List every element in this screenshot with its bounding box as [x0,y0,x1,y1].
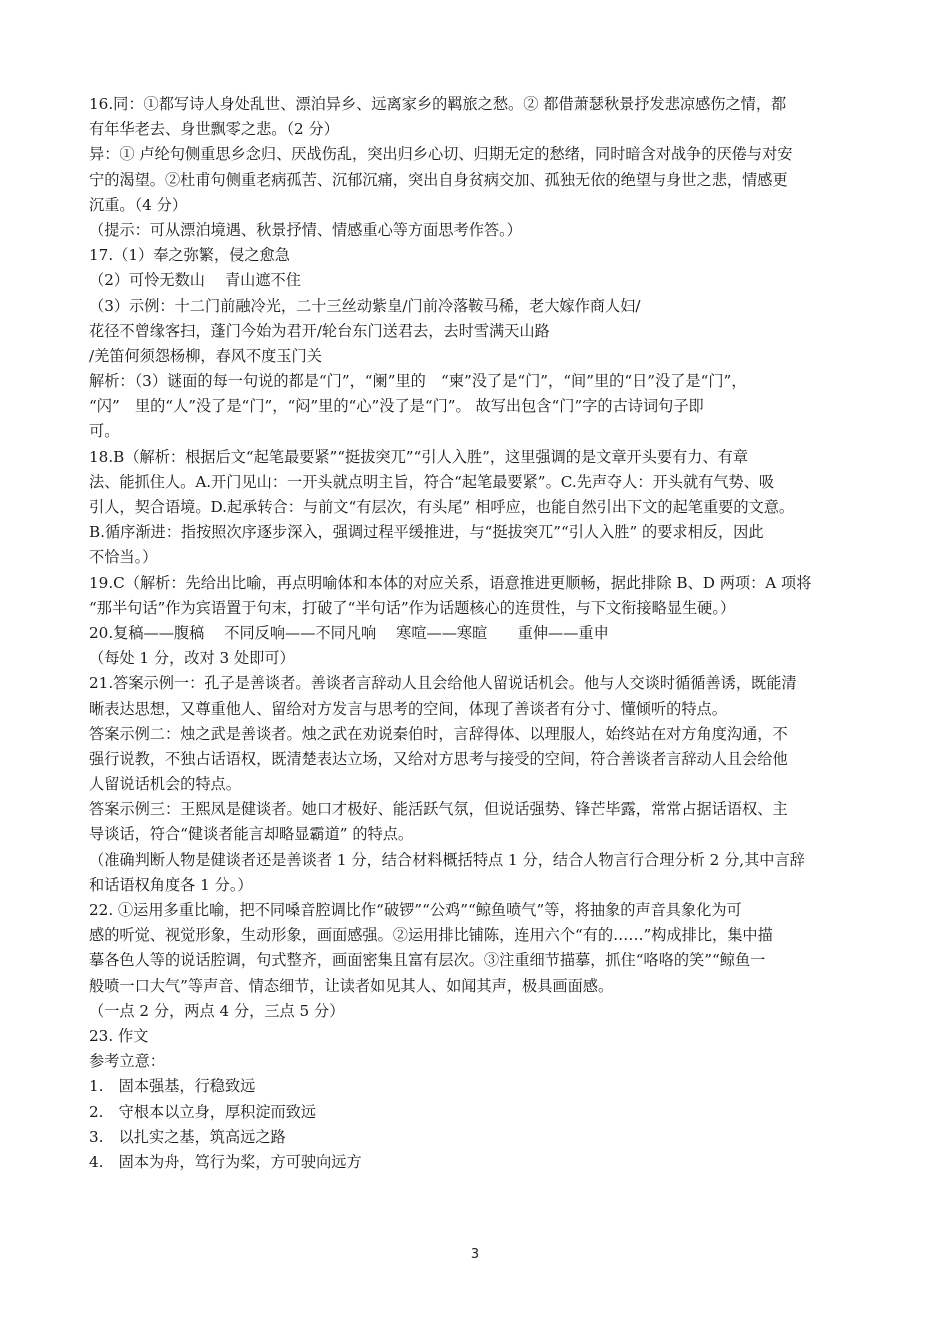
text-line: （2）可怜无数山 青山遮不住 [89,271,301,290]
text-line: （提示：可从漂泊境遇、秋景抒情、情感重心等方面思考作答。） [89,220,522,239]
text-line: “那半句话”作为宾语置于句末，打破了“半句话”作为话题核心的连贯性，与下文衔接略显生硬。） [89,598,736,617]
text-line: “闪” 里的“人”没了是“门”，“闷”里的“心”没了是“门”。 故写出包含“门”字的古诗词句子即 [89,397,704,416]
text-line: 沉重。（4 分） [89,195,188,214]
answer-text-body [89,92,861,1175]
text-line: /羌笛何须怨杨柳，春风不度玉门关 [89,346,322,365]
text-line: 法、能抓住人。A.开门见山：一开头就点明主旨，符合“起笔最要紧”。C.先声夺人：开头就有气势、吸 [89,472,775,491]
text-line: 异：① 卢纶句侧重思乡念归、厌战伤乱，突出归乡心切、归期无定的愁绪，同时暗含对战争的厌倦与对安 [89,145,793,164]
text-line: 引人，契合语境。D.起承转合：与前文“有层次，有头尾” 相呼应，也能自然引出下文的起笔重要的文意。 [89,498,795,516]
text-line: 可。 [89,422,120,441]
text-line: （3）示例：十二门前融冷光，二十三丝动紫皇/门前冷落鞍马稀，老大嫁作商人妇/ [89,296,641,315]
text-line: 18.B（解析：根据后文“起笔最要紧”“挺拔突兀”“引人入胜”，这里强调的是文章开头要有力、有章 [89,447,749,466]
text-line: 导谈话，符合“健谈者能言却略显霸道” 的特点。 [89,825,414,844]
text-line: 答案示例二：烛之武是善谈者。烛之武在劝说秦伯时，言辞得体、以理服人，始终站在对方角度沟通，不 [89,724,788,743]
text-line: 感的听觉、视觉形象，生动形象，画面感强。②运用排比铺陈，连用六个“有的……”构成排比，集中描 [89,926,773,945]
text-line: B.循序渐进：指按照次序逐步深入，强调过程平缓推进，与“挺拔突兀”“引人入胜” 的要求相反，因此 [89,523,764,542]
page-number: 3 [470,1247,480,1262]
text-line: （一点 2 分，两点 4 分，三点 5 分） [89,1001,345,1020]
text-line: 3. 以扎实之基，筑高远之路 [89,1127,286,1146]
text-line: 人留说话机会的特点。 [89,775,241,794]
text-line: 花径不曾缘客扫，蓬门今始为君开/轮台东门送君去，去时雪满天山路 [89,321,550,340]
text-line: 19.C（解析：先给出比喻，再点明喻体和本体的对应关系，语意推进更顺畅，据此排除 B、D 两项：A 项将 [89,573,812,592]
text-line: （每处 1 分，改对 3 处即可） [89,649,295,668]
text-line: 参考立意： [89,1052,165,1071]
text-line: 22. ①运用多重比喻，把不同嗓音腔调比作“破锣”“公鸡”“鲸鱼喷气”等，将抽象的声音具象化为可 [89,901,742,919]
text-line: 摹各色人等的说话腔调，句式整齐，画面密集且富有层次。③注重细节描摹，抓住“咯咯的笑”“鲸鱼一 [89,951,766,970]
text-line: 1. 固本强基，行稳致远 [89,1077,256,1096]
text-line: 答案示例三：王熙凤是健谈者。她口才极好、能活跃气氛，但说话强势、锋芒毕露，常常占据话语权、主 [89,800,788,819]
text-line: 16.同：①都写诗人身处乱世、漂泊异乡、远离家乡的羁旅之愁。② 都借萧瑟秋景抒发悲凉感伤之情，都 [89,95,787,113]
text-line: （准确判断人物是健谈者还是善谈者 1 分，结合材料概括特点 1 分，结合人物言行合理分析 2 分,其中言辞 [89,850,805,869]
text-line: 晰表达思想，又尊重他人、留给对方发言与思考的空间，体现了善谈者有分寸、懂倾听的特点。 [89,699,727,718]
text-line: 23. 作文 [89,1026,149,1045]
text-line: 强行说教，不独占话语权，既清楚表达立场，又给对方思考与接受的空间，符合善谈者言辞动人且会给他 [89,749,788,768]
text-line: 20.复稿——腹稿 不同反响——不同凡响 寒喧——寒暄 重伸——重申 [89,623,609,642]
text-line: 17.（1）奉之弥繁，侵之愈急 [89,246,290,265]
text-line: 和话语权角度各 1 分。） [89,875,253,894]
text-line: 般喷一口大气”等声音、情态细节，让读者如见其人、如闻其声，极具画面感。 [89,976,614,995]
text-line: 21.答案示例一：孔子是善谈者。善谈者言辞动人且会给他人留说话机会。他与人交谈时循循善诱，既能清 [89,674,797,693]
text-line: 不恰当。） [89,548,158,567]
text-line: 4. 固本为舟，笃行为桨，方可驶向远方 [89,1152,362,1171]
text-line: 2. 守根本以立身，厚积淀而致远 [89,1102,317,1121]
text-line: 解析：（3）谜面的每一句说的都是“门”，“阑”里的 “柬”没了是“门”，“间”里的“日”没了是“门”， [89,372,747,391]
text-line: 宁的渴望。②杜甫句侧重老病孤苦、沉郁沉痛，突出自身贫病交加、孤独无依的绝望与身世之悲，情感更 [89,170,788,189]
text-line: 有年华老去、身世飘零之悲。（2 分） [89,120,339,139]
